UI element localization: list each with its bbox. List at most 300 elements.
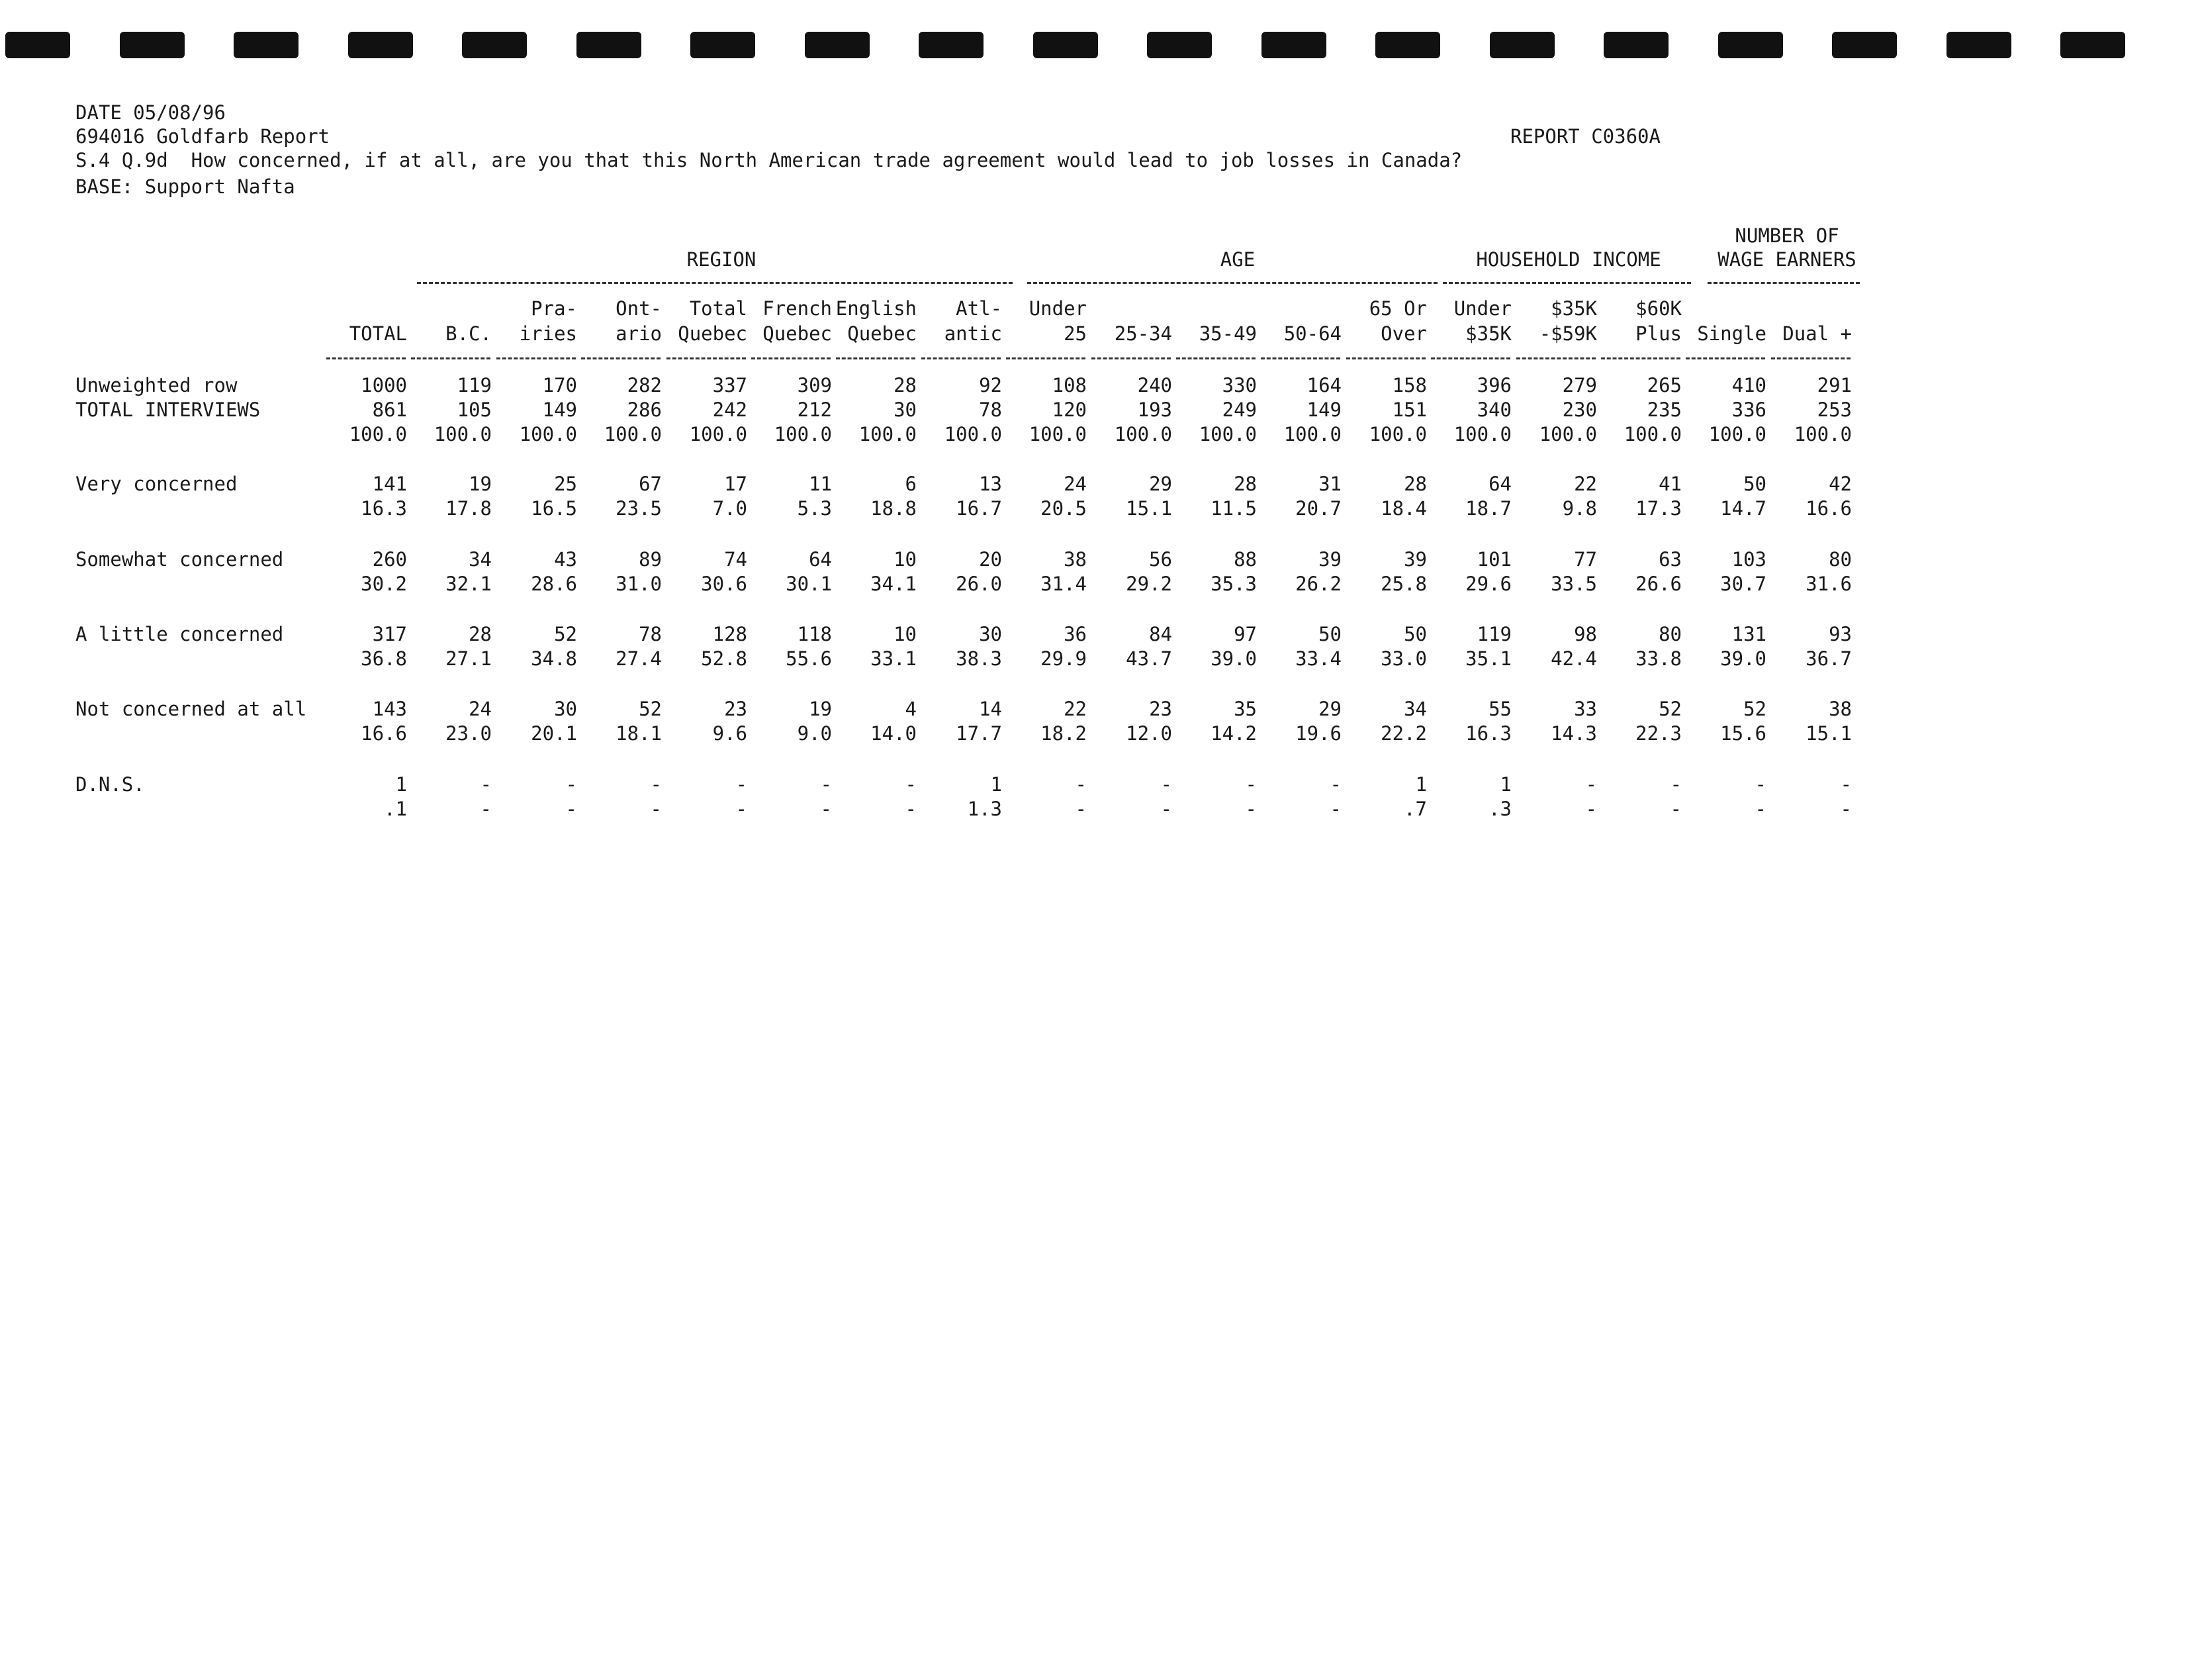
- table-cell: 39.0: [1211, 647, 1257, 670]
- table-cell: -: [650, 773, 662, 796]
- table-cell: 77: [1574, 548, 1597, 571]
- table-cell: 10: [893, 548, 917, 571]
- table-cell: 23.0: [445, 722, 492, 745]
- table-cell: 100.0: [1708, 423, 1766, 445]
- row-label-secondary: TOTAL INTERVIEWS: [75, 398, 261, 421]
- table-cell: 100.0: [1453, 423, 1512, 445]
- column-header-12-line2: Over: [1381, 322, 1427, 345]
- table-cell: 16.6: [361, 722, 407, 745]
- punch-mark: [1490, 32, 1555, 58]
- column-underline: [836, 357, 915, 359]
- table-cell: 291: [1817, 374, 1852, 397]
- table-cell: 25.8: [1381, 573, 1427, 595]
- table-cell: 309: [797, 374, 832, 397]
- column-header-0-line2: TOTAL: [349, 322, 407, 345]
- punch-mark: [919, 32, 984, 58]
- table-cell: 235: [1647, 398, 1682, 421]
- column-underline: [1431, 357, 1510, 359]
- table-cell: 100.0: [1029, 423, 1087, 445]
- table-cell: 30.7: [1720, 573, 1766, 595]
- table-cell: -: [480, 798, 492, 820]
- table-cell: 33.8: [1635, 647, 1682, 670]
- table-cell: 14.2: [1211, 722, 1257, 745]
- table-cell: 64: [809, 548, 832, 571]
- column-header-4-line1: Total: [689, 297, 747, 320]
- table-cell: 131: [1731, 623, 1766, 645]
- table-cell: 100.0: [944, 423, 1002, 445]
- column-header-7-line2: antic: [944, 322, 1002, 345]
- table-cell: 19: [809, 698, 832, 720]
- table-cell: -: [1670, 773, 1682, 796]
- table-cell: 16.7: [956, 497, 1002, 520]
- table-cell: 337: [712, 374, 747, 397]
- table-cell: 52: [554, 623, 577, 645]
- punch-mark: [462, 32, 527, 58]
- question-text: S.4 Q.9d How concerned, if at all, are you that this North American trade agreement would lead to job losses in Canada?: [75, 149, 1463, 171]
- column-underline: [1516, 357, 1596, 359]
- table-cell: 279: [1562, 374, 1597, 397]
- table-cell: 63: [1659, 548, 1682, 571]
- table-cell: 158: [1392, 374, 1427, 397]
- group-household-income-rule: [1443, 282, 1691, 284]
- table-cell: 317: [372, 623, 407, 645]
- column-header-5-line1: French: [762, 297, 832, 320]
- table-cell: -: [565, 773, 577, 796]
- table-cell: 141: [372, 473, 407, 495]
- table-cell: 12.0: [1126, 722, 1172, 745]
- table-cell: 18.1: [616, 722, 662, 745]
- table-cell: 330: [1222, 374, 1257, 397]
- table-cell: 336: [1731, 398, 1766, 421]
- table-cell: 100.0: [604, 423, 662, 445]
- row-label: Not concerned at all: [75, 698, 307, 720]
- table-cell: 30.2: [361, 573, 407, 595]
- table-cell: -: [1075, 773, 1087, 796]
- table-cell: -: [735, 773, 747, 796]
- table-cell: .7: [1404, 798, 1427, 820]
- table-cell: 100.0: [1539, 423, 1597, 445]
- table-cell: 410: [1731, 374, 1766, 397]
- column-underline: [1261, 357, 1340, 359]
- table-cell: 15.1: [1126, 497, 1172, 520]
- table-cell: 28.6: [531, 573, 577, 595]
- table-cell: -: [1585, 773, 1597, 796]
- column-header-3-line1: Ont-: [616, 297, 662, 320]
- table-cell: -: [1245, 798, 1257, 820]
- table-cell: 89: [639, 548, 662, 571]
- table-cell: 23.5: [616, 497, 662, 520]
- column-header-13-line1: Under: [1453, 297, 1512, 320]
- column-header-17-line2: Dual +: [1782, 322, 1852, 345]
- table-cell: 30: [979, 623, 1002, 645]
- table-cell: 29.2: [1126, 573, 1172, 595]
- punch-mark: [1261, 32, 1326, 58]
- table-cell: 5.3: [797, 497, 832, 520]
- punch-mark: [690, 32, 755, 58]
- table-cell: 22: [1064, 698, 1087, 720]
- table-cell: 52: [1659, 698, 1682, 720]
- table-cell: 20: [979, 548, 1002, 571]
- table-cell: 1.3: [967, 798, 1002, 820]
- table-cell: 28: [1404, 473, 1427, 495]
- table-cell: 101: [1477, 548, 1512, 571]
- table-cell: 35.3: [1211, 573, 1257, 595]
- table-cell: 33.5: [1551, 573, 1597, 595]
- column-header-6-line1: English: [835, 297, 917, 320]
- table-cell: 24: [1064, 473, 1087, 495]
- table-cell: 253: [1817, 398, 1852, 421]
- table-cell: 28: [1234, 473, 1257, 495]
- table-cell: 32.1: [445, 573, 492, 595]
- base-text: BASE: Support Nafta: [75, 175, 295, 198]
- column-header-2-line1: Pra-: [531, 297, 577, 320]
- table-cell: 16.3: [1465, 722, 1512, 745]
- table-cell: 151: [1392, 398, 1427, 421]
- column-header-1-line2: B.C.: [445, 322, 492, 345]
- table-cell: 35: [1234, 698, 1257, 720]
- column-underline: [496, 357, 576, 359]
- table-cell: -: [1840, 798, 1852, 820]
- table-cell: -: [905, 773, 917, 796]
- table-cell: -: [1840, 773, 1852, 796]
- column-underline: [666, 357, 746, 359]
- column-underline: [1006, 357, 1085, 359]
- table-cell: 50: [1404, 623, 1427, 645]
- punch-mark: [1718, 32, 1783, 58]
- table-cell: 30.6: [701, 573, 747, 595]
- table-cell: 128: [712, 623, 747, 645]
- table-cell: 24: [469, 698, 492, 720]
- table-cell: .3: [1488, 798, 1512, 820]
- table-cell: 1: [395, 773, 407, 796]
- table-cell: 31.6: [1806, 573, 1852, 595]
- table-cell: 35.1: [1465, 647, 1512, 670]
- table-cell: 100.0: [774, 423, 832, 445]
- table-cell: 27.4: [616, 647, 662, 670]
- table-cell: 25: [554, 473, 577, 495]
- table-cell: 34.8: [531, 647, 577, 670]
- table-cell: 119: [457, 374, 492, 397]
- table-cell: 22.3: [1635, 722, 1682, 745]
- table-cell: 14: [979, 698, 1002, 720]
- table-cell: 31: [1318, 473, 1342, 495]
- table-cell: 92: [979, 374, 1002, 397]
- table-cell: 9.8: [1562, 497, 1597, 520]
- table-cell: 16.3: [361, 497, 407, 520]
- table-cell: 242: [712, 398, 747, 421]
- table-cell: 36: [1064, 623, 1087, 645]
- table-cell: 78: [639, 623, 662, 645]
- column-underline: [1771, 357, 1851, 359]
- table-cell: 22.2: [1381, 722, 1427, 745]
- table-cell: 14.7: [1720, 497, 1766, 520]
- table-cell: 7.0: [712, 497, 747, 520]
- column-header-15-line1: $60K: [1635, 297, 1682, 320]
- table-cell: 30.1: [786, 573, 832, 595]
- table-cell: 4: [905, 698, 917, 720]
- table-cell: 19: [469, 473, 492, 495]
- column-header-14-line1: $35K: [1551, 297, 1597, 320]
- table-cell: -: [820, 773, 832, 796]
- table-cell: 29.6: [1465, 573, 1512, 595]
- table-cell: -: [1075, 798, 1087, 820]
- table-cell: 67: [639, 473, 662, 495]
- group-age: AGE: [1220, 248, 1256, 271]
- table-cell: 97: [1234, 623, 1257, 645]
- table-cell: 240: [1137, 374, 1172, 397]
- punch-mark: [234, 32, 298, 58]
- table-cell: 26.6: [1635, 573, 1682, 595]
- table-cell: 42.4: [1551, 647, 1597, 670]
- table-cell: 15.6: [1720, 722, 1766, 745]
- table-cell: .1: [384, 798, 407, 820]
- table-cell: 84: [1149, 623, 1172, 645]
- table-cell: 39: [1318, 548, 1342, 571]
- table-cell: -: [1585, 798, 1597, 820]
- table-cell: 43: [554, 548, 577, 571]
- table-cell: 18.4: [1381, 497, 1427, 520]
- column-header-8-line2: 25: [1064, 322, 1087, 345]
- table-cell: 260: [372, 548, 407, 571]
- table-cell: 6: [905, 473, 917, 495]
- column-header-8-line1: Under: [1029, 297, 1087, 320]
- column-underline: [1091, 357, 1171, 359]
- table-cell: -: [1330, 773, 1342, 796]
- table-cell: 30: [893, 398, 917, 421]
- report-name: 694016 Goldfarb Report: [75, 125, 330, 148]
- table-cell: 120: [1052, 398, 1087, 421]
- table-cell: 34: [469, 548, 492, 571]
- table-cell: 108: [1052, 374, 1087, 397]
- table-cell: 396: [1477, 374, 1512, 397]
- table-cell: 20.5: [1040, 497, 1087, 520]
- table-cell: 265: [1647, 374, 1682, 397]
- table-cell: 34.1: [870, 573, 917, 595]
- table-cell: 149: [1306, 398, 1342, 421]
- table-cell: 74: [724, 548, 747, 571]
- table-cell: 28: [893, 374, 917, 397]
- table-cell: 26.0: [956, 573, 1002, 595]
- table-cell: 1: [1500, 773, 1512, 796]
- table-cell: 103: [1731, 548, 1766, 571]
- column-underline: [326, 357, 406, 359]
- table-cell: 93: [1829, 623, 1852, 645]
- table-cell: -: [565, 798, 577, 820]
- table-cell: 28: [469, 623, 492, 645]
- table-cell: 282: [627, 374, 662, 397]
- table-cell: 50: [1743, 473, 1766, 495]
- column-underline: [1176, 357, 1256, 359]
- table-cell: -: [1160, 798, 1172, 820]
- column-header-13-line2: $35K: [1465, 322, 1512, 345]
- table-cell: 42: [1829, 473, 1852, 495]
- table-cell: 249: [1222, 398, 1257, 421]
- table-cell: 100.0: [689, 423, 747, 445]
- column-header-5-line2: Quebec: [762, 322, 832, 345]
- table-cell: -: [1670, 798, 1682, 820]
- table-cell: 100.0: [1369, 423, 1427, 445]
- group-region: REGION: [686, 248, 756, 271]
- row-label: Very concerned: [75, 473, 238, 495]
- table-cell: 100.0: [1199, 423, 1257, 445]
- table-cell: 212: [797, 398, 832, 421]
- table-cell: -: [1755, 773, 1766, 796]
- table-cell: 56: [1149, 548, 1172, 571]
- table-cell: 13: [979, 473, 1002, 495]
- punch-mark: [1832, 32, 1897, 58]
- table-cell: -: [820, 798, 832, 820]
- table-cell: -: [650, 798, 662, 820]
- table-cell: 52.8: [701, 647, 747, 670]
- table-cell: 149: [542, 398, 577, 421]
- table-cell: -: [1755, 798, 1766, 820]
- table-cell: 43.7: [1126, 647, 1172, 670]
- punch-mark: [1033, 32, 1098, 58]
- table-cell: 17: [724, 473, 747, 495]
- table-cell: 1: [990, 773, 1002, 796]
- table-cell: 100.0: [349, 423, 407, 445]
- table-cell: -: [735, 798, 747, 820]
- group-household-income: HOUSEHOLD INCOME: [1476, 248, 1661, 271]
- punch-mark: [120, 32, 185, 58]
- column-underline: [1346, 357, 1426, 359]
- table-cell: 100.0: [1794, 423, 1852, 445]
- column-header-10-line2: 35-49: [1199, 322, 1257, 345]
- table-cell: 26.2: [1295, 573, 1342, 595]
- table-cell: 16.5: [531, 497, 577, 520]
- column-header-12-line1: 65 Or: [1369, 297, 1427, 320]
- column-header-9-line2: 25-34: [1114, 322, 1172, 345]
- table-cell: 39.0: [1720, 647, 1766, 670]
- table-cell: 33.1: [870, 647, 917, 670]
- table-cell: 80: [1659, 623, 1682, 645]
- table-cell: 52: [1743, 698, 1766, 720]
- punch-mark: [2060, 32, 2125, 58]
- table-cell: 100.0: [1624, 423, 1682, 445]
- table-cell: 16.6: [1806, 497, 1852, 520]
- table-cell: 88: [1234, 548, 1257, 571]
- table-cell: -: [1330, 798, 1342, 820]
- table-cell: 193: [1137, 398, 1172, 421]
- table-cell: 17.8: [445, 497, 492, 520]
- column-header-15-line2: Plus: [1635, 322, 1682, 345]
- table-cell: 64: [1488, 473, 1512, 495]
- table-cell: 29.9: [1040, 647, 1087, 670]
- table-cell: 17.7: [956, 722, 1002, 745]
- table-cell: 230: [1562, 398, 1597, 421]
- row-label: D.N.S.: [75, 773, 145, 796]
- column-underline: [581, 357, 661, 359]
- table-cell: 23: [724, 698, 747, 720]
- table-cell: 18.7: [1465, 497, 1512, 520]
- table-cell: 15.1: [1806, 722, 1852, 745]
- table-cell: 20.7: [1295, 497, 1342, 520]
- group-wage-earners-line1: NUMBER OF: [1735, 224, 1839, 247]
- table-cell: -: [1160, 773, 1172, 796]
- table-cell: 10: [893, 623, 917, 645]
- table-cell: 1: [1415, 773, 1427, 796]
- row-label: Unweighted row: [75, 374, 238, 397]
- table-cell: 39: [1404, 548, 1427, 571]
- table-cell: 19.6: [1295, 722, 1342, 745]
- table-cell: 30: [554, 698, 577, 720]
- table-cell: 143: [372, 698, 407, 720]
- column-underline: [751, 357, 831, 359]
- table-cell: 33: [1574, 698, 1597, 720]
- punch-mark: [576, 32, 641, 58]
- group-age-rule: [1027, 282, 1438, 284]
- table-cell: 100.0: [434, 423, 492, 445]
- column-header-2-line2: iries: [519, 322, 577, 345]
- row-label: Somewhat concerned: [75, 548, 284, 571]
- table-cell: 23: [1149, 698, 1172, 720]
- column-header-16-line2: Single: [1697, 322, 1766, 345]
- group-wage-earners-rule: [1708, 282, 1860, 284]
- table-cell: 11.5: [1211, 497, 1257, 520]
- table-cell: 33.0: [1381, 647, 1427, 670]
- table-cell: 100.0: [1114, 423, 1172, 445]
- column-header-7-line1: Atl-: [956, 297, 1002, 320]
- table-cell: 38: [1829, 698, 1852, 720]
- table-cell: 27.1: [445, 647, 492, 670]
- table-cell: 118: [797, 623, 832, 645]
- table-cell: 340: [1477, 398, 1512, 421]
- table-cell: 55: [1488, 698, 1512, 720]
- column-header-4-line2: Quebec: [678, 322, 747, 345]
- table-cell: -: [1245, 773, 1257, 796]
- punch-mark: [1375, 32, 1440, 58]
- column-underline: [1686, 357, 1765, 359]
- table-cell: 18.2: [1040, 722, 1087, 745]
- table-cell: 119: [1477, 623, 1512, 645]
- table-cell: 11: [809, 473, 832, 495]
- table-cell: 52: [639, 698, 662, 720]
- table-cell: 18.8: [870, 497, 917, 520]
- column-header-11-line2: 50-64: [1283, 322, 1342, 345]
- table-cell: 9.0: [797, 722, 832, 745]
- group-wage-earners-line2: WAGE EARNERS: [1717, 248, 1856, 271]
- table-cell: 36.7: [1806, 647, 1852, 670]
- column-underline: [411, 357, 490, 359]
- row-label: A little concerned: [75, 623, 284, 645]
- table-cell: 100.0: [519, 423, 577, 445]
- group-region-rule: [417, 282, 1013, 284]
- table-cell: 1000: [361, 374, 407, 397]
- table-cell: 164: [1306, 374, 1342, 397]
- table-cell: 31.4: [1040, 573, 1087, 595]
- table-cell: 22: [1574, 473, 1597, 495]
- table-cell: 9.6: [712, 722, 747, 745]
- table-cell: -: [905, 798, 917, 820]
- table-cell: 861: [372, 398, 407, 421]
- table-cell: 20.1: [531, 722, 577, 745]
- column-underline: [1601, 357, 1680, 359]
- punch-mark: [348, 32, 413, 58]
- table-cell: 105: [457, 398, 492, 421]
- punch-mark: [5, 32, 70, 58]
- punch-mark: [1604, 32, 1669, 58]
- table-cell: 286: [627, 398, 662, 421]
- table-cell: 98: [1574, 623, 1597, 645]
- table-cell: 14.0: [870, 722, 917, 745]
- table-cell: 41: [1659, 473, 1682, 495]
- table-cell: 29: [1149, 473, 1172, 495]
- table-cell: 17.3: [1635, 497, 1682, 520]
- table-cell: 29: [1318, 698, 1342, 720]
- punch-mark: [805, 32, 870, 58]
- table-cell: 33.4: [1295, 647, 1342, 670]
- table-cell: 100.0: [858, 423, 917, 445]
